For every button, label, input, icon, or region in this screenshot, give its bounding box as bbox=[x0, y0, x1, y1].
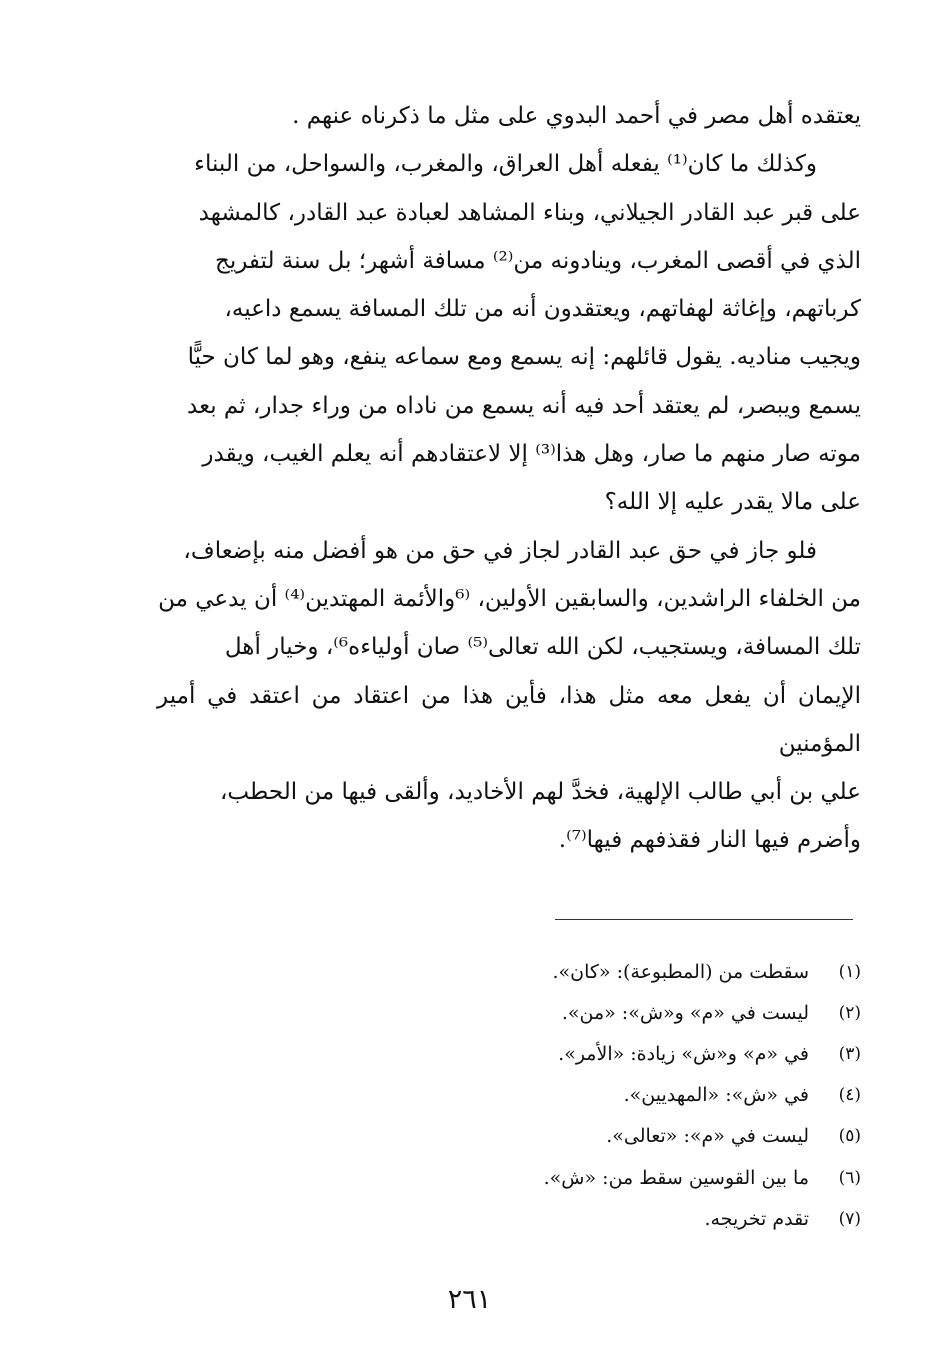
text-line: على قبر عبد القادر الجيلاني، وبناء المشاهد لعبادة عبد القادر، كالمشهد bbox=[198, 199, 861, 226]
footnote-number: (٣) bbox=[838, 1043, 861, 1064]
text-line: الإيمان أن يفعل معه مثل هذا، فأين هذا من اعتقاد من اعتقد في أمير المؤمنين bbox=[157, 682, 861, 757]
footnote-number: (٤) bbox=[838, 1085, 861, 1106]
footnote-item bbox=[441, 992, 861, 1033]
text-line: فلو جاز في حق عبد القادر لجاز في حق من هو أفضل منه بإضعاف، bbox=[183, 537, 817, 564]
text-line: يعتقده أهل مصر في أحمد البدوي على مثل ما ذكرناه عنهم . bbox=[292, 103, 861, 129]
text-line: علي بن أبي طالب الإلهية، فخدَّ لهم الأخاديد، وألقى فيها من الحطب، bbox=[219, 779, 861, 806]
footnote-number: (٢) bbox=[838, 1002, 861, 1023]
text-line: يسمع ويبصر، لم يعتقد أحد فيه أنه يسمع من ناداه من وراء جدار، ثم بعد bbox=[187, 392, 861, 419]
footnotes-list bbox=[441, 951, 861, 1239]
footnote-text: ليست في «م» و«ش»: «من». bbox=[561, 1001, 809, 1024]
text-line: من الخلفاء الراشدين، والسابقين الأولين، ⁽⁶والأئمة المهتدين⁽⁴⁾ أن يدعي من bbox=[158, 585, 861, 612]
text-line: كرباتهم، وإغاثة لهفاتهم، ويعتقدون أنه من تلك المسافة يسمع داعيه، bbox=[224, 296, 861, 323]
text-line: الذي في أقصى المغرب، وينادونه من⁽²⁾ مسافة أشهر؛ بل سنة لتفريج bbox=[214, 247, 861, 274]
footnote-item bbox=[441, 1075, 861, 1116]
footnote-item bbox=[441, 1116, 861, 1157]
text-line: وأضرم فيها النار فقذفهم فيها⁽⁷⁾. bbox=[558, 827, 861, 854]
footnote-text: تقدم تخريجه. bbox=[704, 1207, 809, 1230]
text-line: موته صار منهم ما صار، وهل هذا⁽³⁾ إلا لاعتقادهم أنه يعلم الغيب، ويقدر bbox=[202, 441, 861, 468]
footnote-text: في «م» و«ش» زيادة: «الأمر». bbox=[558, 1042, 809, 1065]
footnote-number: (١) bbox=[838, 961, 861, 982]
text-line: ويجيب مناديه. يقول قائلهم: إنه يسمع ومع سماعه ينفع، وهو لما كان حيًّا bbox=[187, 344, 861, 371]
footnote-item bbox=[441, 1198, 861, 1239]
footnote-text: في «ش»: «المهديين». bbox=[623, 1084, 809, 1107]
text-line: على مالا يقدر عليه إلا الله؟ bbox=[604, 489, 861, 516]
footnote-separator bbox=[555, 919, 853, 920]
footnote-item bbox=[441, 951, 861, 992]
main-text bbox=[157, 92, 861, 865]
footnote-text: ليست في «م»: «تعالى». bbox=[606, 1125, 809, 1148]
footnote-number: (٦) bbox=[838, 1167, 861, 1188]
text-line: وكذلك ما كان⁽¹⁾ يفعله أهل العراق، والمغرب، والسواحل، من البناء bbox=[194, 151, 817, 178]
footnote-text: ما بين القوسين سقط من: «ش». bbox=[543, 1166, 809, 1189]
footnote-item bbox=[441, 1157, 861, 1198]
page-number: ٢٦١ bbox=[447, 1284, 492, 1315]
footnote-number: (٥) bbox=[838, 1126, 861, 1147]
text-line: تلك المسافة، ويستجيب، لكن الله تعالى⁽⁵⁾ صان أولياءه⁶⁾، وخيار أهل bbox=[224, 634, 861, 661]
footnote-text: سقطت من (المطبوعة): «كان». bbox=[552, 960, 809, 983]
footnote-number: (٧) bbox=[838, 1208, 861, 1229]
footnote-item bbox=[441, 1033, 861, 1074]
